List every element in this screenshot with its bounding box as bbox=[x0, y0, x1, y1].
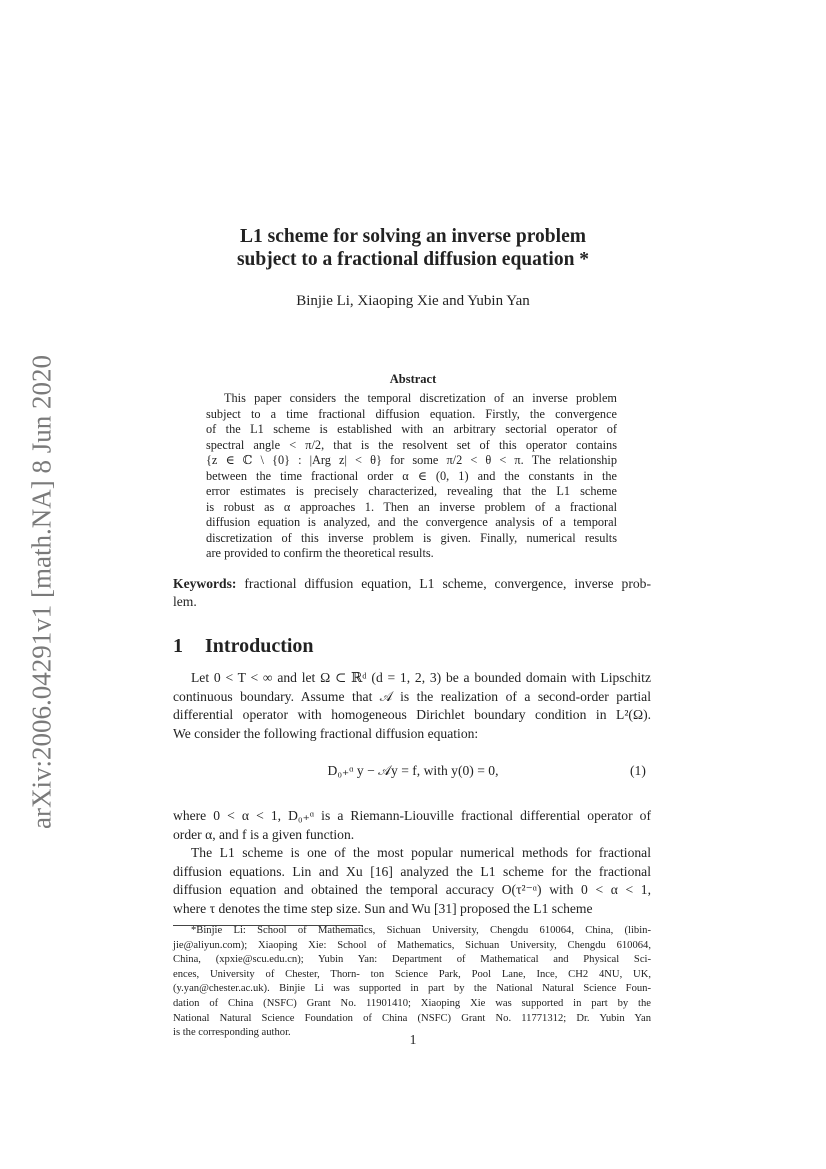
abstract-line: subject to a time fractional diffusion equation. Firstly, the convergence bbox=[206, 406, 617, 421]
intro-line: diffusion equation and obtained the temporal accuracy O(τ²⁻ᵅ) with 0 < α < 1, bbox=[173, 882, 651, 898]
abstract-line: between the time fractional order α ∈ (0, 1) and the constants in the bbox=[206, 468, 617, 483]
intro-line: differential operator with homogeneous Dirichlet boundary condition in L²(Ω). bbox=[173, 707, 651, 723]
section-title: Introduction bbox=[205, 635, 314, 657]
footnote-line: jie@aliyun.com); Xiaoping Xie: School of Mathematics, Sichuan University, Chengdu 610064, bbox=[173, 939, 651, 951]
intro-line: The L1 scheme is one of the most popular numerical methods for fractional bbox=[191, 845, 651, 860]
abstract-line: diffusion equation is analyzed, and the convergence analysis of a temporal bbox=[206, 515, 617, 529]
intro-line: continuous boundary. Assume that 𝒜 is the realization of a second-order partial bbox=[173, 688, 651, 704]
footnote-line: is the corresponding author. bbox=[173, 1027, 291, 1039]
title-line-1: L1 scheme for solving an inverse problem bbox=[240, 226, 586, 247]
abstract-line: {z ∈ ℂ \ {0} : |Arg z| < θ} for some π/2 < θ < π. The relationship bbox=[206, 453, 617, 467]
intro-line: diffusion equations. Lin and Xu [16] analyzed the L1 scheme for the fractional bbox=[173, 863, 651, 879]
equation-number: (1) bbox=[630, 763, 646, 778]
intro-line: We consider the following fractional diffusion equation: bbox=[173, 725, 479, 741]
footnote-line: ences, University of Chester, Thorn- ton Science Park, Pool Lane, Ince, CH2 4NU, UK, bbox=[173, 968, 651, 980]
footnote-line: China, (xpxie@scu.edu.cn); Yubin Yan: Department of Mathematical and Physical Sci- bbox=[173, 954, 651, 966]
footnote-line: National Natural Science Foundation of China (NSFC) Grant No. 11771312; Dr. Yubin Yan bbox=[173, 1012, 651, 1024]
abstract-line: This paper considers the temporal discretization of an inverse problem bbox=[224, 391, 617, 405]
abstract-line: discretization of this inverse problem is given. Finally, numerical results bbox=[206, 530, 617, 545]
abstract-line: of the L1 scheme is established with an arbitrary sectorial operator of bbox=[206, 422, 617, 436]
keywords-text: fractional diffusion equation, L1 scheme, convergence, inverse prob- bbox=[236, 576, 651, 591]
intro-line: where 0 < α < 1, D₀₊ᵅ is a Riemann-Liouville fractional differential operator of bbox=[173, 808, 651, 823]
abstract-heading: Abstract bbox=[389, 372, 437, 386]
footnote-line: dation of China (NSFC) Grant No. 11901410; Xiaoping Xie was supported in part by the bbox=[173, 998, 651, 1009]
abstract-line: are provided to confirm the theoretical results. bbox=[206, 546, 434, 560]
keywords-line-1 bbox=[173, 576, 651, 592]
intro-line: where τ denotes the time step size. Sun and Wu [31] proposed the L1 scheme bbox=[173, 900, 593, 916]
intro-line: Let 0 < T < ∞ and let Ω ⊂ ℝᵈ (d = 1, 2, 3) be a bounded domain with Lipschitz bbox=[191, 670, 651, 685]
abstract-line: error estimates is precisely characterized, revealing that the L1 scheme bbox=[206, 484, 617, 498]
section-heading bbox=[173, 635, 314, 658]
footnote-line: *Binjie Li: School of Mathematics, Sichuan University, Chengdu 610064, China, (libin- bbox=[191, 925, 651, 936]
section-number: 1 bbox=[173, 635, 183, 657]
keywords-label: Keywords: bbox=[173, 576, 237, 591]
equation: D₀₊ᵅ y − 𝒜y = f, with y(0) = 0, bbox=[327, 763, 499, 778]
keywords-line-2: lem. bbox=[173, 594, 197, 609]
abstract-line: spectral angle < π/2, that is the resolvent set of this operator contains bbox=[206, 437, 617, 452]
arxiv-stamp: arXiv:2006.04291v1 [math.NA] 8 Jun 2020 bbox=[26, 355, 57, 829]
intro-line: order α, and f is a given function. bbox=[173, 826, 355, 842]
page-number: 1 bbox=[409, 1032, 417, 1047]
authors: Binjie Li, Xiaoping Xie and Yubin Yan bbox=[296, 293, 530, 309]
footnote-line: (y.yan@chester.ac.uk). Binjie Li was supported in part by the National Natural Science Foun- bbox=[173, 983, 651, 995]
title-line-2: subject to a fractional diffusion equation * bbox=[236, 249, 590, 270]
abstract-line: is robust as α approaches 1. Then an inverse problem of a fractional bbox=[206, 499, 617, 514]
